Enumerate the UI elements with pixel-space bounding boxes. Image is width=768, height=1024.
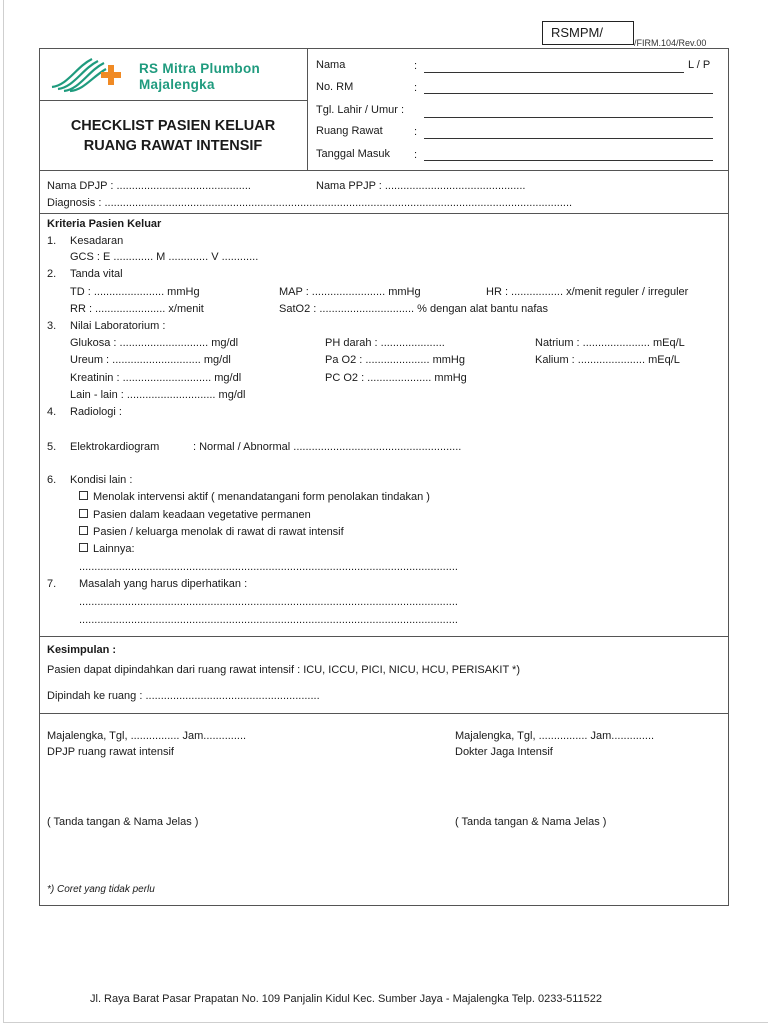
label-nama: Nama — [316, 59, 346, 71]
logo-emblem-icon — [50, 55, 130, 93]
field-dipindah-ke-ruang[interactable]: Dipindah ke ruang : ......................................................... — [47, 690, 320, 702]
s4-label: Radiologi : — [70, 406, 122, 418]
colon-ruang-rawat: : — [414, 126, 418, 138]
s3-num: 3. — [47, 320, 57, 332]
s1-label: Kesadaran — [70, 235, 124, 247]
hospital-name-line1: RS Mitra Plumbon — [139, 61, 261, 76]
left-role: DPJP ruang rawat intensif — [47, 746, 174, 758]
field-nama-dpjp[interactable]: Nama DPJP : ............................................ — [47, 180, 251, 192]
option-keluarga-menolak[interactable] — [79, 526, 344, 538]
field-map[interactable]: MAP : ........................ mmHg — [279, 286, 421, 298]
field-ureum[interactable]: Ureum : ............................. mg/dl — [70, 354, 231, 366]
field-nama-ppjp[interactable]: Nama PPJP : .............................................. — [316, 180, 526, 192]
label-tgl-lahir: Tgl. Lahir / Umur : — [316, 104, 405, 116]
form-frame — [39, 48, 729, 906]
left-signature[interactable]: ( Tanda tangan & Nama Jelas ) — [47, 816, 199, 828]
form-title-line2: RUANG RAWAT INTENSIF — [83, 138, 263, 154]
hospital-logo — [50, 55, 130, 96]
kriteria-heading: Kriteria Pasien Keluar — [47, 218, 162, 230]
right-role: Dokter Jaga Intensif — [455, 746, 553, 758]
colon-tanggal-masuk: : — [414, 149, 418, 161]
s5-num: 5. — [47, 441, 57, 453]
right-date-field[interactable]: Majalengka, Tgl, ................ Jam.............. — [455, 730, 655, 742]
form-code: /FIRM.104/Rev.00 — [634, 38, 707, 48]
field-lain-lain[interactable]: Lain - lain : ............................. mg/dl — [70, 389, 246, 401]
s4-num: 4. — [47, 406, 57, 418]
option-label: Pasien / keluarga menolak di rawat di rawat intensif — [93, 526, 344, 538]
field-no-rm[interactable] — [424, 93, 713, 94]
label-ruang-rawat: Ruang Rawat — [316, 125, 383, 137]
field-kalium[interactable]: Kalium : ...................... mEq/L — [535, 354, 680, 366]
footnote: *) Coret yang tidak perlu — [47, 884, 155, 895]
right-signature[interactable]: ( Tanda tangan & Nama Jelas ) — [455, 816, 607, 828]
option-vegetative[interactable] — [79, 509, 311, 521]
hospital-name-line2: Majalengka — [139, 77, 215, 92]
s3-label: Nilai Laboratorium : — [70, 320, 166, 332]
checkbox[interactable] — [79, 526, 88, 535]
left-date-field[interactable]: Majalengka, Tgl, ................ Jam.............. — [47, 730, 247, 742]
document-code-box[interactable]: RSMPM/ — [542, 21, 634, 45]
option-label: Menolak intervensi aktif ( menandatangani form penolakan tindakan ) — [93, 491, 430, 503]
s2-label: Tanda vital — [70, 268, 123, 280]
option-menolak-intervensi[interactable] — [79, 491, 430, 503]
label-lp: L / P — [688, 59, 711, 71]
kesimpulan-text: Pasien dapat dipindahkan dari ruang rawat intensif : ICU, ICCU, PICI, NICU, HCU, PERISAKIT *) — [47, 664, 520, 676]
checkbox[interactable] — [79, 543, 88, 552]
field-gcs[interactable]: GCS : E ............. M ............. V ............ — [70, 251, 259, 263]
s1-num: 1. — [47, 235, 57, 247]
s7-num: 7. — [47, 578, 57, 590]
field-lainnya-dots[interactable]: ............................................................................................................................ — [79, 561, 458, 573]
s7-label: Masalah yang harus diperhatikan : — [79, 578, 248, 590]
field-tgl-lahir[interactable] — [424, 117, 713, 118]
checkbox[interactable] — [79, 491, 88, 500]
checkbox[interactable] — [79, 509, 88, 518]
s5-label: Elektrokardiogram — [70, 441, 160, 453]
option-lainnya[interactable] — [79, 543, 135, 555]
field-diagnosis[interactable]: Diagnosis : ......................................................................................................................................................... — [47, 197, 573, 209]
s2-num: 2. — [47, 268, 57, 280]
s6-label: Kondisi lain : — [70, 474, 133, 486]
form-title-line1: CHECKLIST PASIEN KELUAR — [70, 118, 276, 134]
kriteria-bottom-line — [39, 636, 729, 637]
field-kreatinin[interactable]: Kreatinin : ............................. mg/dl — [70, 372, 242, 384]
label-tanggal-masuk: Tanggal Masuk — [316, 148, 390, 160]
address-footer: Jl. Raya Barat Pasar Prapatan No. 109 Panjalin Kidul Kec. Sumber Jaya - Majalengka Telp. 0233-511522 — [90, 993, 603, 1005]
field-hr[interactable]: HR : ................. x/menit reguler / irreguler — [486, 286, 689, 298]
option-label: Pasien dalam keadaan vegetative permanen — [93, 509, 311, 521]
s6-num: 6. — [47, 474, 57, 486]
logo-title-divider — [39, 100, 307, 101]
header-bottom-line — [39, 170, 729, 171]
field-ekg[interactable]: : Normal / Abnormal ....................................................... — [193, 441, 462, 453]
field-glukosa[interactable]: Glukosa : ............................. mg/dl — [70, 337, 239, 349]
field-masalah-line2[interactable]: ............................................................................................................................ — [79, 614, 458, 626]
field-td[interactable]: TD : ....................... mmHg — [70, 286, 200, 298]
label-no-rm: No. RM — [316, 81, 354, 93]
field-pco2[interactable]: PC O2 : ..................... mmHg — [325, 372, 467, 384]
kesimpulan-bottom-line — [39, 713, 729, 714]
dpjp-bottom-line — [39, 213, 729, 214]
field-ph-darah[interactable]: PH darah : ..................... — [325, 337, 445, 349]
field-masalah-line1[interactable]: ............................................................................................................................ — [79, 596, 458, 608]
field-rr[interactable]: RR : ....................... x/menit — [70, 303, 204, 315]
field-natrium[interactable]: Natrium : ...................... mEq/L — [535, 337, 685, 349]
field-pao2[interactable]: Pa O2 : ..................... mmHg — [325, 354, 465, 366]
colon-no-rm: : — [414, 82, 418, 94]
field-tanggal-masuk[interactable] — [424, 160, 713, 161]
field-sat[interactable]: SatO2 : ............................... % dengan alat bantu nafas — [279, 303, 549, 315]
colon-nama: : — [414, 60, 418, 72]
kesimpulan-heading: Kesimpulan : — [47, 644, 117, 656]
field-nama[interactable] — [424, 72, 684, 73]
option-label: Lainnya: — [93, 543, 135, 555]
header-divider — [307, 48, 308, 170]
field-ruang-rawat[interactable] — [424, 138, 713, 139]
